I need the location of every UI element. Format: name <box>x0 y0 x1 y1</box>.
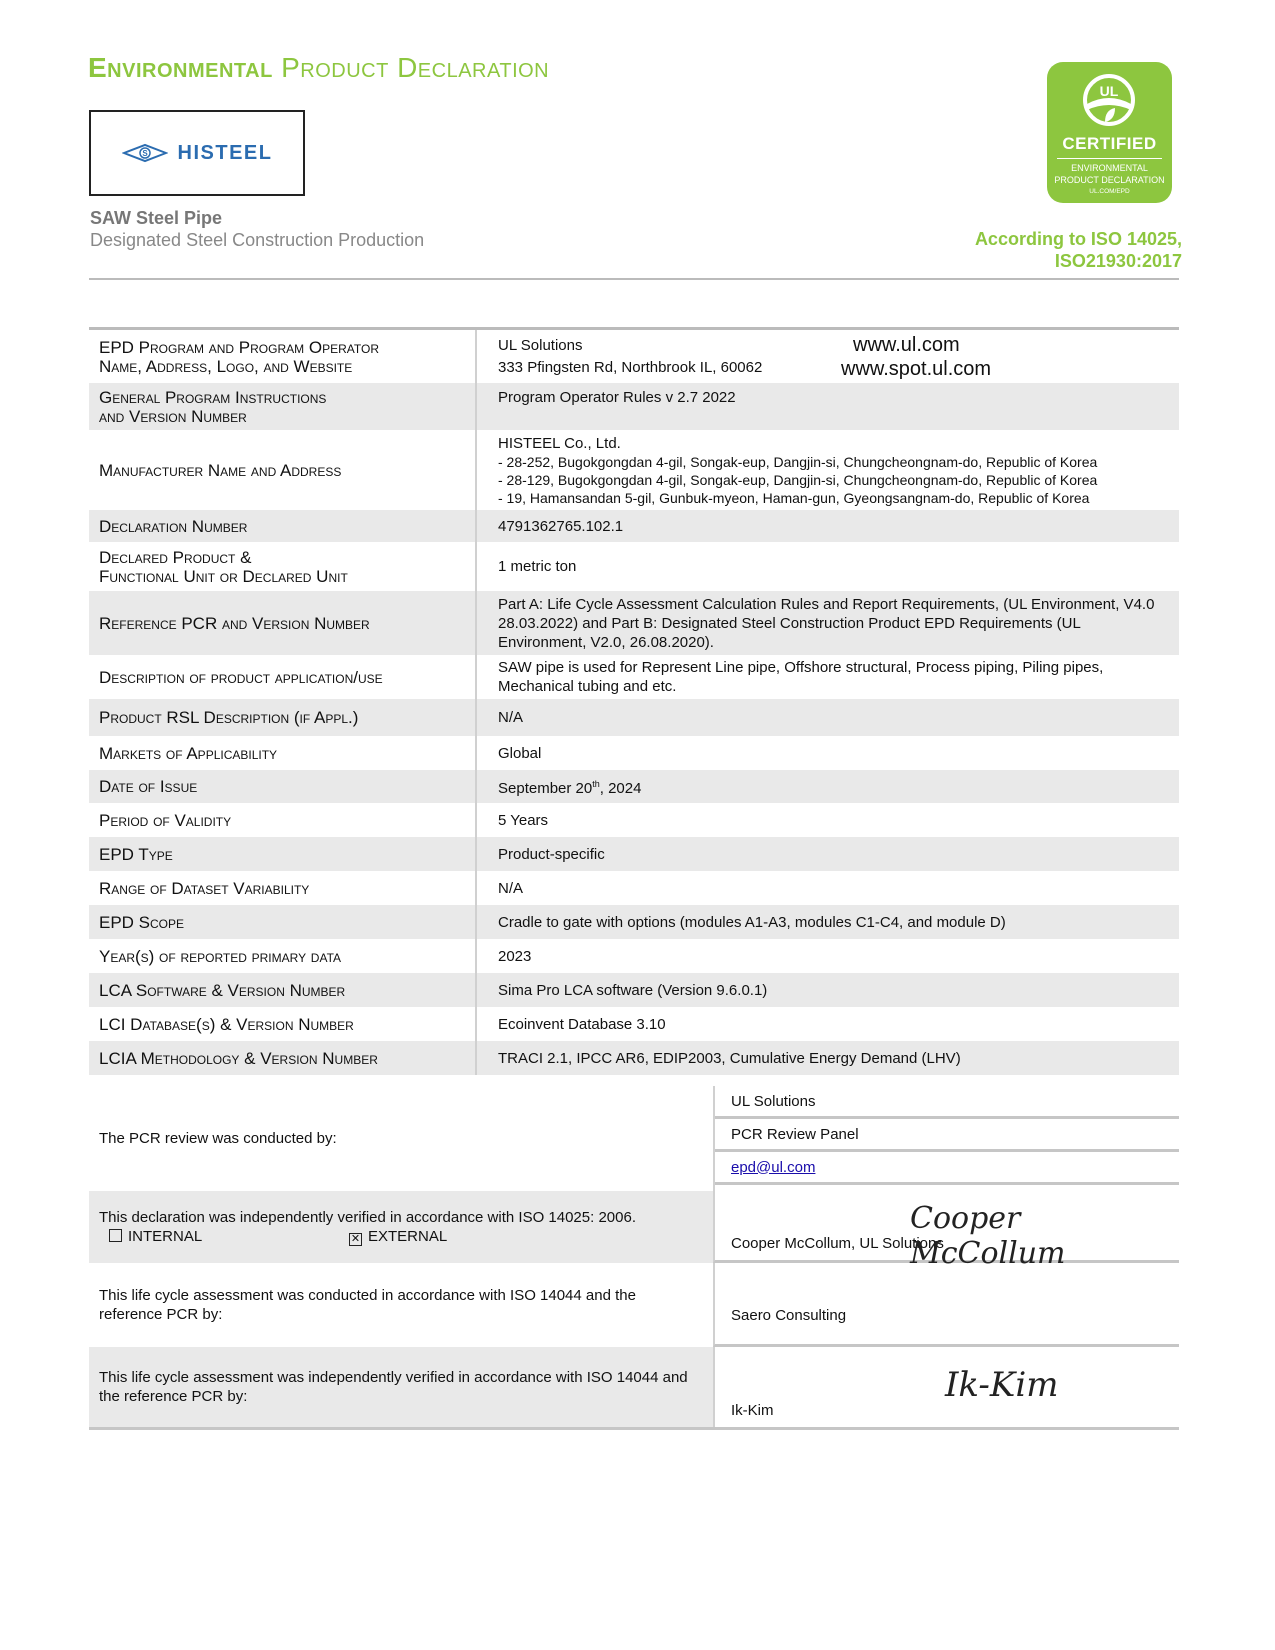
table-row <box>89 591 1179 655</box>
table-row <box>89 655 1179 699</box>
badge-line3: UL.COM/EPD <box>1089 188 1130 195</box>
operator-address: 333 Pfingsten Rd, Northbrook IL, 60062 <box>498 359 763 376</box>
table-row <box>89 383 1179 430</box>
row-value: Part A: Life Cycle Assessment Calculation Rules and Report Requirements, (UL Environment, V4.0 28.03.2022) and Part B: Designated Steel Construction Product EPD Requirements (UL Environment, V2.0, 26.08.2020). <box>476 591 1179 655</box>
email-link[interactable]: epd@ul.com <box>731 1158 816 1176</box>
badge-divider <box>1057 158 1162 159</box>
row-label: Declaration Number <box>89 510 476 542</box>
product-name: SAW Steel Pipe <box>90 208 223 228</box>
independent-verification-row <box>89 1191 1179 1271</box>
verifier-name: Cooper McCollum, UL Solutions <box>731 1235 944 1252</box>
table-row <box>89 699 1179 736</box>
row-value: N/A <box>498 879 524 897</box>
table-row <box>89 939 1179 973</box>
row-value: SAW pipe is used for Represent Line pipe, Offshore structural, Process piping, Piling pipes, Mechanical tubing and etc. <box>498 659 1104 695</box>
date-text: September 20 <box>498 780 593 797</box>
standards-line2: ISO21930:2017 <box>1054 251 1182 271</box>
row-value: Sima Pro LCA software (Version 9.6.0.1) <box>476 973 1179 1007</box>
lca-verifier-signature: Ik-Kim <box>945 1365 1059 1405</box>
manufacturer-address: - 28-252, Bugokgongdan 4-gil, Songak-eup, Dangjin-si, Chungcheongnam-do, Republic of Korea <box>498 453 1098 470</box>
verification-type <box>109 1227 447 1246</box>
pcr-review-text: The PCR review was conducted by: <box>99 1130 337 1147</box>
svg-text:S: S <box>141 149 148 158</box>
external-label: EXTERNAL <box>368 1228 448 1245</box>
row-value <box>476 430 1179 510</box>
lca-verifier-name: Ik-Kim <box>731 1402 774 1419</box>
ul-leaf-icon <box>1079 70 1139 130</box>
header-divider <box>89 278 1179 280</box>
row-value: 2023 <box>498 947 532 965</box>
label-line: Functional Unit or Declared Unit <box>99 566 348 586</box>
external-option[interactable] <box>349 1227 447 1246</box>
row-label: Range of Dataset Variability <box>89 871 476 905</box>
label-line: General Program Instructions <box>99 387 327 407</box>
row-value: Product-specific <box>476 837 1179 871</box>
badge-line2: PRODUCT DECLARATION <box>1054 175 1165 185</box>
badge-line1: ENVIRONMENTAL <box>1071 163 1148 173</box>
external-checkbox[interactable]: ✕ <box>350 1233 361 1245</box>
label-line: Declared Product & <box>99 547 252 567</box>
table-row <box>89 803 1179 837</box>
title-bold: Environmental <box>88 52 273 83</box>
row-value: 5 Years <box>498 811 549 829</box>
epd-info-table <box>89 330 1179 1075</box>
website-link[interactable]: www.spot.ul.com <box>841 358 992 380</box>
standards-line1: According to ISO 14025, <box>974 229 1182 249</box>
row-value <box>476 330 1179 383</box>
date-year: , 2024 <box>599 780 642 797</box>
document-title <box>88 52 549 84</box>
table-row <box>89 430 1179 510</box>
row-label: LCIA Methodology & Version Number <box>89 1041 476 1075</box>
pcr-review-panel: PCR Review Panel <box>715 1119 1179 1152</box>
product-category: Designated Steel Construction Production <box>90 230 425 250</box>
row-label: EPD Scope <box>89 905 476 939</box>
row-value: 1 metric ton <box>498 558 577 575</box>
internal-label: INTERNAL <box>128 1228 203 1245</box>
row-label: Manufacturer Name and Address <box>89 430 476 510</box>
row-label: Date of Issue <box>89 770 476 803</box>
row-label: EPD Type <box>89 837 476 871</box>
row-label: Period of Validity <box>89 803 476 837</box>
table-row <box>89 973 1179 1007</box>
website-link[interactable]: www.ul.com <box>853 334 960 356</box>
pcr-review-org: UL Solutions <box>715 1086 1179 1119</box>
manufacturer-name: HISTEEL Co., Ltd. <box>498 434 621 452</box>
label-line: and Version Number <box>99 406 247 426</box>
row-value: N/A <box>476 699 1179 736</box>
table-row <box>89 837 1179 871</box>
row-value <box>476 770 1179 803</box>
table-row <box>89 871 1179 905</box>
logo-text: HISTEEL <box>177 141 273 164</box>
pcr-review-details <box>713 1086 1179 1191</box>
table-row <box>89 510 1179 542</box>
operator-websites <box>841 333 992 381</box>
manufacturer-address: - 19, Hamansandan 5-gil, Gunbuk-myeon, Haman-gun, Gyeongsangnam-do, Republic of Korea <box>498 489 1090 506</box>
internal-checkbox[interactable] <box>109 1229 122 1242</box>
row-value: Program Operator Rules v 2.7 2022 <box>476 383 1179 430</box>
row-label: Product RSL Description (if Appl.) <box>89 699 476 736</box>
lca-conducted-cell <box>713 1263 1179 1347</box>
ul-certified-badge <box>1047 62 1172 203</box>
manufacturer-address: - 28-129, Bugokgongdan 4-gil, Songak-eup, Dangjin-si, Chungcheongnam-do, Republic of Korea <box>498 471 1098 488</box>
date-ordinal: th <box>592 779 600 789</box>
verifier-signature: Cooper McCollum <box>910 1201 1066 1271</box>
row-value: Global <box>498 744 542 762</box>
title-rest: Product Declaration <box>281 52 550 83</box>
row-value: Ecoinvent Database 3.10 <box>498 1015 666 1033</box>
verification-section <box>89 1086 1179 1430</box>
row-label: Reference PCR and Version Number <box>89 591 476 655</box>
standards-reference <box>975 228 1182 272</box>
table-row <box>89 542 1179 591</box>
table-row <box>89 736 1179 770</box>
lca-verified-text: This life cycle assessment was independently verified in accordance with ISO 14044 and the reference PCR by: <box>89 1347 713 1427</box>
verification-statement: This declaration was independently verified in accordance with ISO 14025: 2006. <box>99 1209 636 1226</box>
lca-verifier-cell <box>713 1347 1179 1427</box>
table-row <box>89 770 1179 803</box>
manufacturer-logo <box>89 110 305 196</box>
row-label: LCI Database(s) & Version Number <box>89 1007 476 1041</box>
label-line: Name, Address, Logo, and Website <box>99 356 353 376</box>
lca-verified-row <box>89 1347 1179 1430</box>
lca-practitioner: Saero Consulting <box>731 1307 847 1324</box>
table-row <box>89 330 1179 383</box>
histeel-emblem-icon <box>122 143 168 163</box>
internal-option[interactable] <box>109 1227 349 1246</box>
row-label <box>89 330 476 383</box>
row-label: Markets of Applicability <box>89 736 476 770</box>
independent-verification-text <box>89 1191 713 1263</box>
row-value: Cradle to gate with options (modules A1-A3, modules C1-C4, and module D) <box>476 905 1179 939</box>
row-value: 4791362765.102.1 <box>476 510 1179 542</box>
badge-certified: CERTIFIED <box>1062 134 1157 153</box>
label-line: EPD Program and Program Operator <box>99 337 379 357</box>
lca-conducted-row <box>89 1263 1179 1347</box>
operator-name: UL Solutions <box>498 337 583 354</box>
row-label <box>89 383 476 430</box>
row-value: TRACI 2.1, IPCC AR6, EDIP2003, Cumulative Energy Demand (LHV) <box>476 1041 1179 1075</box>
pcr-review-row <box>89 1086 1179 1191</box>
table-row <box>89 905 1179 939</box>
verifier-cell <box>713 1191 1179 1271</box>
table-row <box>89 1041 1179 1075</box>
row-label <box>89 542 476 591</box>
row-label: Year(s) of reported primary data <box>89 939 476 973</box>
table-row <box>89 1007 1179 1041</box>
pcr-review-email-cell <box>715 1152 1179 1185</box>
row-label: Description of product application/use <box>89 655 476 699</box>
svg-text:UL: UL <box>1099 83 1119 99</box>
row-label: LCA Software & Version Number <box>89 973 476 1007</box>
lca-conducted-text: This life cycle assessment was conducted in accordance with ISO 14044 and the reference PCR by: <box>99 1287 636 1323</box>
